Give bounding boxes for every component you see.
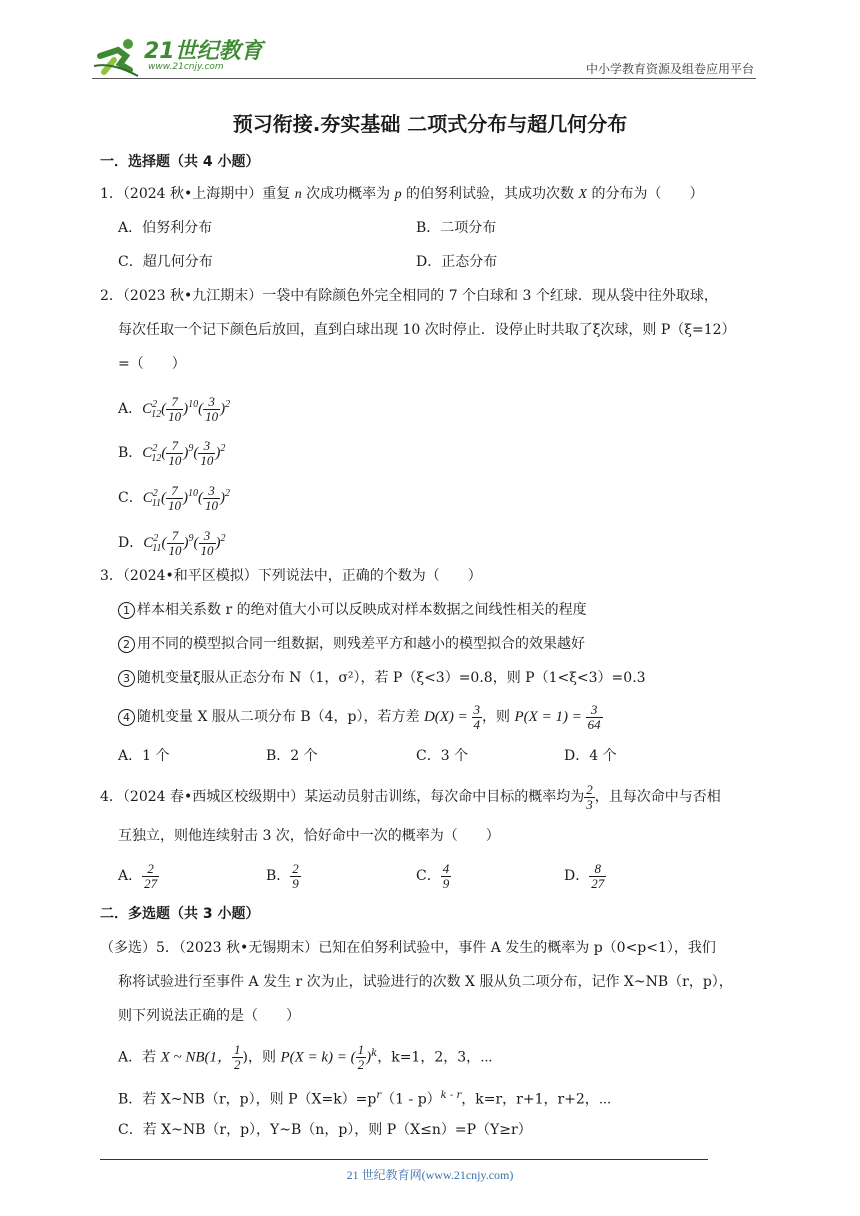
q4-option-a: A． $\frac{2}{27}$ (118, 860, 158, 891)
q3-option-c: C．3 个 (416, 748, 469, 764)
header-logo (92, 34, 272, 80)
footer-text: 21 世纪教育网(www.21cnjy.com) (346, 1168, 514, 1182)
header-right-text: 中小学教育资源及组卷应用平台 (585, 62, 754, 76)
q3-option-b: B．2 个 (266, 748, 318, 764)
section-heading-2: 二．多选题（共 3 小题） (100, 906, 260, 922)
page-title: 预习衔接.夯实基础 二项式分布与超几何分布 (232, 112, 628, 136)
logo-url: www.21cnjy.com (148, 62, 224, 72)
header-rule (92, 78, 756, 79)
q2-option-d: D．$C^2_{11}$( $\frac{7}{10}$ )$^9$( $\frac{3}{10}$ )$^2$ (118, 527, 226, 558)
q1-option-c: C．超几何分布 (118, 254, 213, 270)
section-heading-1: 一．选择题（共 4 小题） (100, 154, 260, 170)
q5-option-b: B．若 X~NB（r，p），则 $P(X=k)=p^r(1 - p)^{k - r}$，k=r，r+1，r+2，⋯ (118, 1090, 612, 1108)
q3-statement-4: 4 随机变量 X 服从二项分布 B（4，p），若方差 D(X) = $\frac{3}{4}$ ，则 P(X = 1) = $\frac{3}{64}$ (118, 700, 603, 734)
q3-stem: 3．（2024•和平区模拟）下列说法中，正确的个数为（ ） (100, 568, 482, 584)
q5-option-c: C．若 X~NB（r，p），Y~B（n，p），则 P（X≤n）=P（Y≥r） (118, 1122, 532, 1138)
q2-option-a: A．$C^2_{12}$( $\frac{7}{10}$ )$^{10}$( $\frac{3}{10}$ )$^2$ (118, 393, 231, 424)
q5-line-1: （多选）5．（2023 秋•无锡期末）已知在伯努利试验中，事件 A 发生的概率为 p（0<p<1），我们 (100, 940, 716, 956)
q3-statement-3: 3 随机变量ξ服从正态分布 N（1，σ²），若 P（ξ<3）=0.8，则 P（1<ξ<3）=0.3 (118, 668, 646, 688)
q2-option-c: C．$C^2_{11}$( $\frac{7}{10}$ )$^{10}$( $\frac{3}{10}$ )$^2$ (118, 482, 230, 513)
q4-line-1: 4．（2024 春•西城区校级期中）某运动员射击训练，每次命中目标的概率均为 $\frac{2}{3}$ ，且每次命中与否相 (100, 781, 721, 812)
q3-option-d: D．4 个 (564, 748, 617, 764)
q2-line-3: =（ ） (118, 356, 186, 372)
runner-logo-icon (92, 36, 144, 78)
q1-option-b: B．二项分布 (416, 220, 497, 236)
q1-stem: 1．（2024 秋•上海期中）重复 n 次成功概率为 p 的伯努利试验，其成功次数 X 的分布为（ ） (100, 186, 704, 202)
q5-line-2: 称将试验进行至事件 A 发生 r 次为止，试验进行的次数 X 服从负二项分布，记作 X~NB（r，p）， (118, 974, 733, 990)
q3-statement-2: 2 用不同的模型拟合同一组数据，则残差平方和越小的模型拟合的效果越好 (118, 634, 585, 654)
q5-option-a: A．若 X ~ NB(1， $\frac{1}{2}$ )，则 P(X = k) = ( $\frac{1}{2}$ )$^k$，k=1，2，3，⋯ (118, 1042, 493, 1073)
q3-option-a: A．1 个 (118, 748, 170, 764)
q3-statement-1: 1 样本相关系数 r 的绝对值大小可以反映成对样本数据之间线性相关的程度 (118, 600, 587, 620)
q4-option-b: B． $\frac{2}{9}$ (266, 860, 299, 891)
q1-option-d: D．正态分布 (416, 254, 498, 270)
q4-option-d: D． $\frac{8}{27}$ (564, 860, 605, 891)
q2-option-b: B．$C^2_{12}$( $\frac{7}{10}$ )$^9$( $\frac{3}{10}$ )$^2$ (118, 437, 226, 468)
q4-line-2: 互独立，则他连续射击 3 次，恰好命中一次的概率为（ ） (118, 828, 500, 844)
q2-line-2: 每次任取一个记下颜色后放回，直到白球出现 10 次时停止．设停止时共取了ξ次球，则 P（ξ=12） (118, 322, 736, 338)
q4-option-c: C． $\frac{4}{9}$ (416, 860, 450, 891)
q5-line-3: 则下列说法正确的是（ ） (118, 1008, 300, 1024)
logo-text: 21世纪教育 (144, 39, 263, 64)
q1-option-a: A．伯努利分布 (118, 220, 213, 236)
q2-line-1: 2．（2023 秋•九江期末）一袋中有除颜色外完全相同的 7 个白球和 3 个红球．现从袋中往外取球， (100, 288, 718, 304)
footer-rule (100, 1159, 708, 1160)
